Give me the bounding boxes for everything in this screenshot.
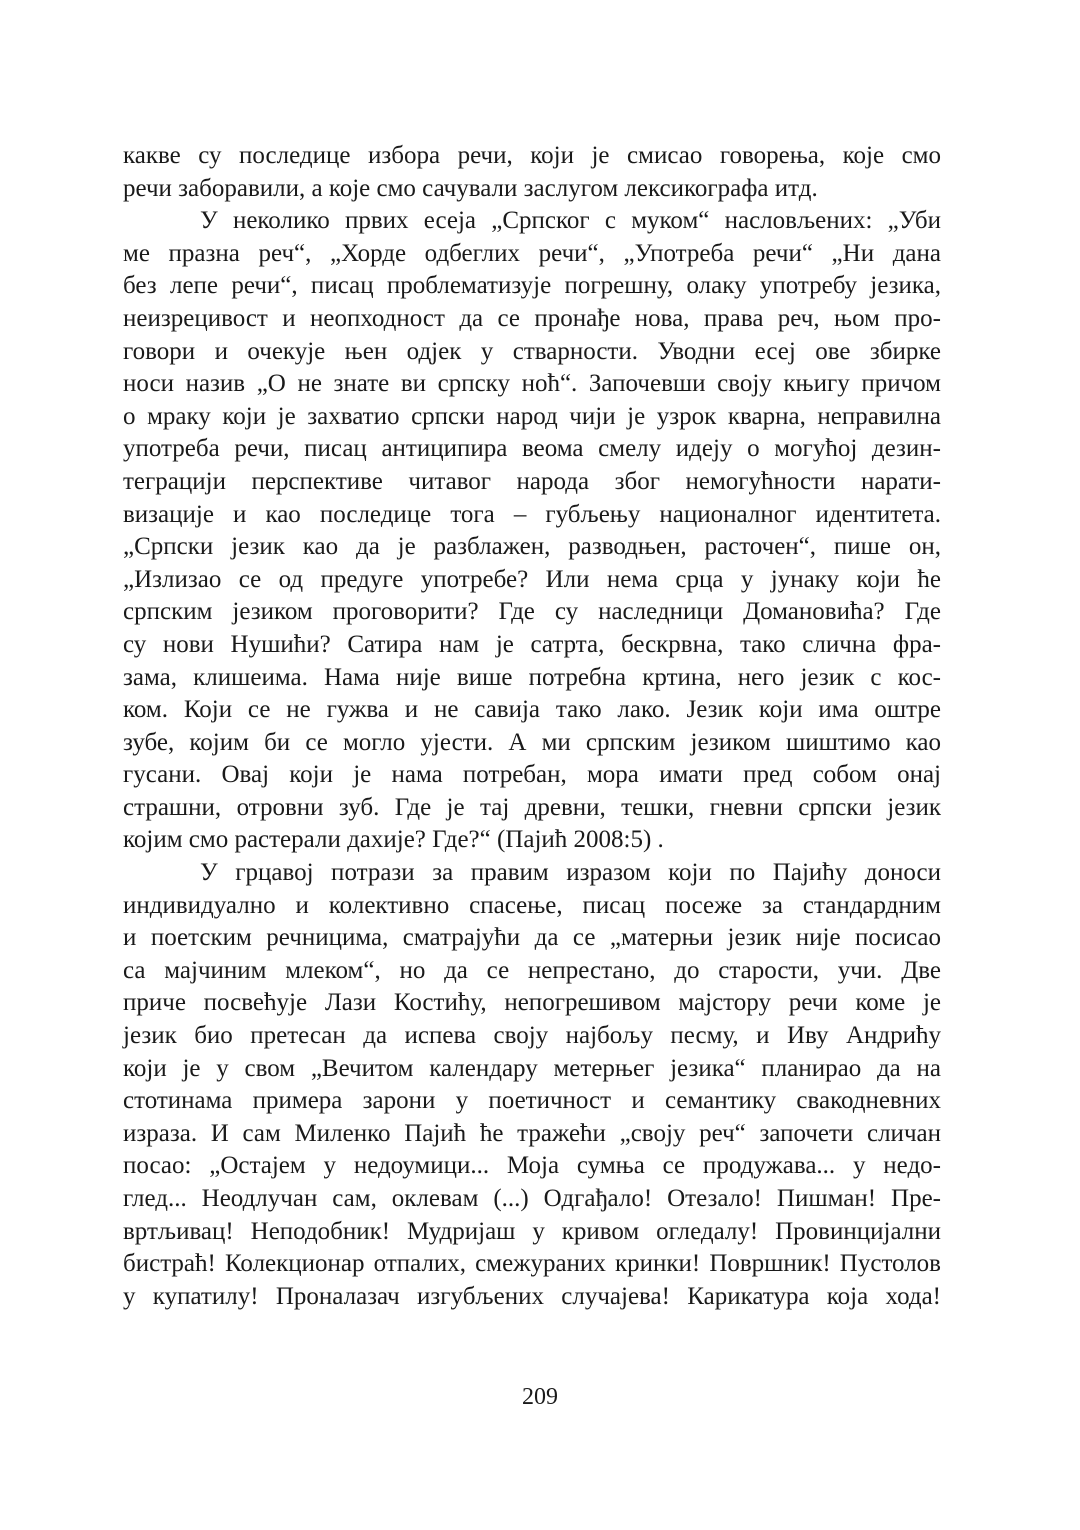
text-line: неизрецивост и неопходност да се пронађе нова, права реч, њом про- — [123, 304, 941, 332]
text-line: какве су последице избора речи, који је смисао говорења, које смо — [123, 142, 941, 169]
text-line: српским језиком проговорити? Где су наследници Домановића? Где — [123, 598, 941, 626]
text-line: визације и као последице тога – губљењу националног идентитета. — [123, 500, 941, 528]
text-line: гусани. Овај који је нама потребан, мора имати пред собом онај — [123, 761, 941, 789]
text-line: зубе, којим би се могло ујести. А ми српским језиком шиштимо као — [123, 728, 941, 756]
text-line: бистраћ! Колекционар отпалих, смежураних кринки! Површник! Пустолов — [123, 1250, 941, 1278]
text-line: су нови Нушићи? Сатира нам је сатрта, бескрвна, тако слична фра- — [123, 630, 941, 658]
text-line: у купатилу! Проналазач изгубљених случајева! Карикатура која хода! — [123, 1282, 941, 1310]
text-line: вртљивац! Неподобник! Мудријаш у кривом огледалу! Провинцијални — [123, 1217, 941, 1245]
text-line: говори и очекује њен одјек у стварности. Уводни есеј ове збирке — [123, 337, 941, 365]
text-line: израза. И сам Миленко Пајић ће тражећи „своју реч“ започети сличан — [123, 1119, 941, 1147]
text-line: ком. Који се не гужва и не савија тако лако. Језик који има оштре — [123, 696, 941, 724]
text-line: У неколико првих есеја „Српског с муком“ насловљених: „Уби — [200, 207, 941, 235]
text-line: страшни, отровни зуб. Где је тај древни, тешки, гневни српски језик — [123, 793, 941, 821]
text-line: глед... Неодлучан сам, оклевам (...) Одгађало! Отезало! Пишман! Пре- — [123, 1185, 941, 1212]
text-line: стотинама примера зарони у поетичност и семантику свакодневних — [123, 1087, 941, 1115]
text-line: приче посвећује Лази Костићу, непогрешивом мајстору речи коме је — [123, 989, 941, 1017]
text-line: носи назив „О не знате ви српску ноћ“. Започевши своју књигу причом — [123, 370, 941, 398]
text-line: којим смо растерали дахије? Где?“ (Пајић 2008:5) . — [123, 826, 664, 854]
text-line: и поетским речницима, сматрајући да се „матерњи језик није посисао — [123, 924, 941, 952]
text-line: посао: „Остајем у недоумици... Моја сумња се продужава... у недо- — [123, 1152, 941, 1180]
text-line: без лепе речи“, писац проблематизује погрешну, олаку употребу језика, — [123, 272, 941, 300]
text-line: индивидуално и колективно спасење, писац посеже за стандардним — [123, 891, 941, 919]
text-line: речи заборавили, а које смо сачували заслугом лексикографа итд. — [123, 174, 818, 202]
text-line: „Излизао се од предуге употребе? Или нема срца у јунаку који ће — [123, 565, 941, 593]
page-body-text — [123, 140, 941, 1313]
text-line: теграцији перспективе читавог народа због немогућности нарати- — [123, 467, 941, 495]
text-line: који је у свом „Вечитом календару метерњег језика“ планирао да на — [123, 1054, 941, 1082]
text-line: језик био претесан да испева своју најбољу песму, и Иву Андрићу — [123, 1022, 941, 1050]
text-line: са мајчиним млеком“, но да се непрестано, до старости, учи. Две — [123, 956, 941, 984]
text-line: зама, клишеима. Нама није више потребна кртина, него језик с кос- — [123, 663, 941, 691]
text-line: ме празна реч“, „Хорде одбеглих речи“, „Употреба речи“ „Ни дана — [123, 239, 941, 267]
page-number: 209 — [522, 1384, 558, 1410]
text-line: „Српски језик као да је разблажен, разводњен, расточен“, пише он, — [123, 533, 941, 561]
text-line: У грцавој потрази за правим изразом који по Пајићу доноси — [200, 859, 941, 887]
text-line: о мраку који је захватио српски народ чији је узрок кварна, неправилна — [123, 402, 941, 430]
text-line: употреба речи, писац антиципира веома смелу идеју о могућој дезин- — [123, 435, 941, 463]
